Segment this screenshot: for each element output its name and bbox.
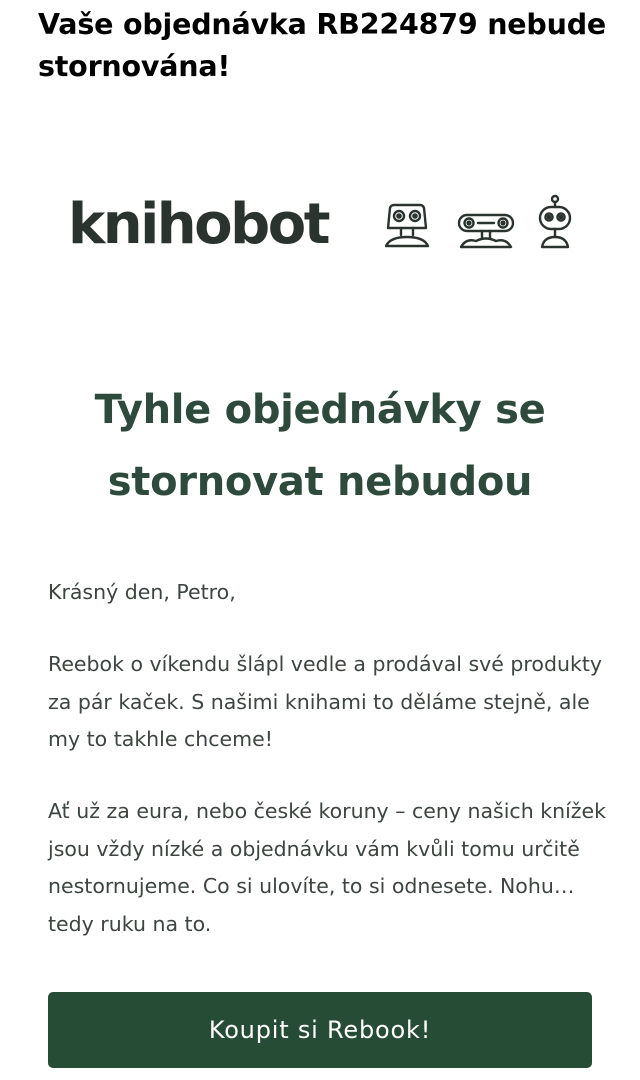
robot-binoculars-icon	[456, 210, 516, 250]
body-paragraph-2: Ať už za eura, nebo české koruny – ceny našich knížek jsou vždy nízké a objednávku vám kvůli tomu určitě nestornujeme. Co si ulovíte, to si odnesete. Nohu… tedy ruku na to.	[48, 799, 607, 936]
robot-square-head-icon	[382, 202, 432, 250]
body-paragraph-1: Reebok o víkendu šlápl vedle a prodával své produkty za pár kaček. S našimi knihami to děláme stejně, ale my to takhle chceme!	[48, 652, 603, 751]
greeting-text: Krásný den, Petro,	[48, 580, 236, 604]
robot-round-head-icon	[534, 194, 576, 250]
email-subject: Vaše objednávka RB224879 nebude stornována!	[38, 8, 607, 83]
headline: Tyhle objednávky se stornovat nebudou	[94, 387, 546, 505]
brand-logo[interactable]: knihobot	[68, 192, 328, 257]
buy-rebook-button[interactable]: Koupit si Rebook!	[48, 992, 592, 1068]
